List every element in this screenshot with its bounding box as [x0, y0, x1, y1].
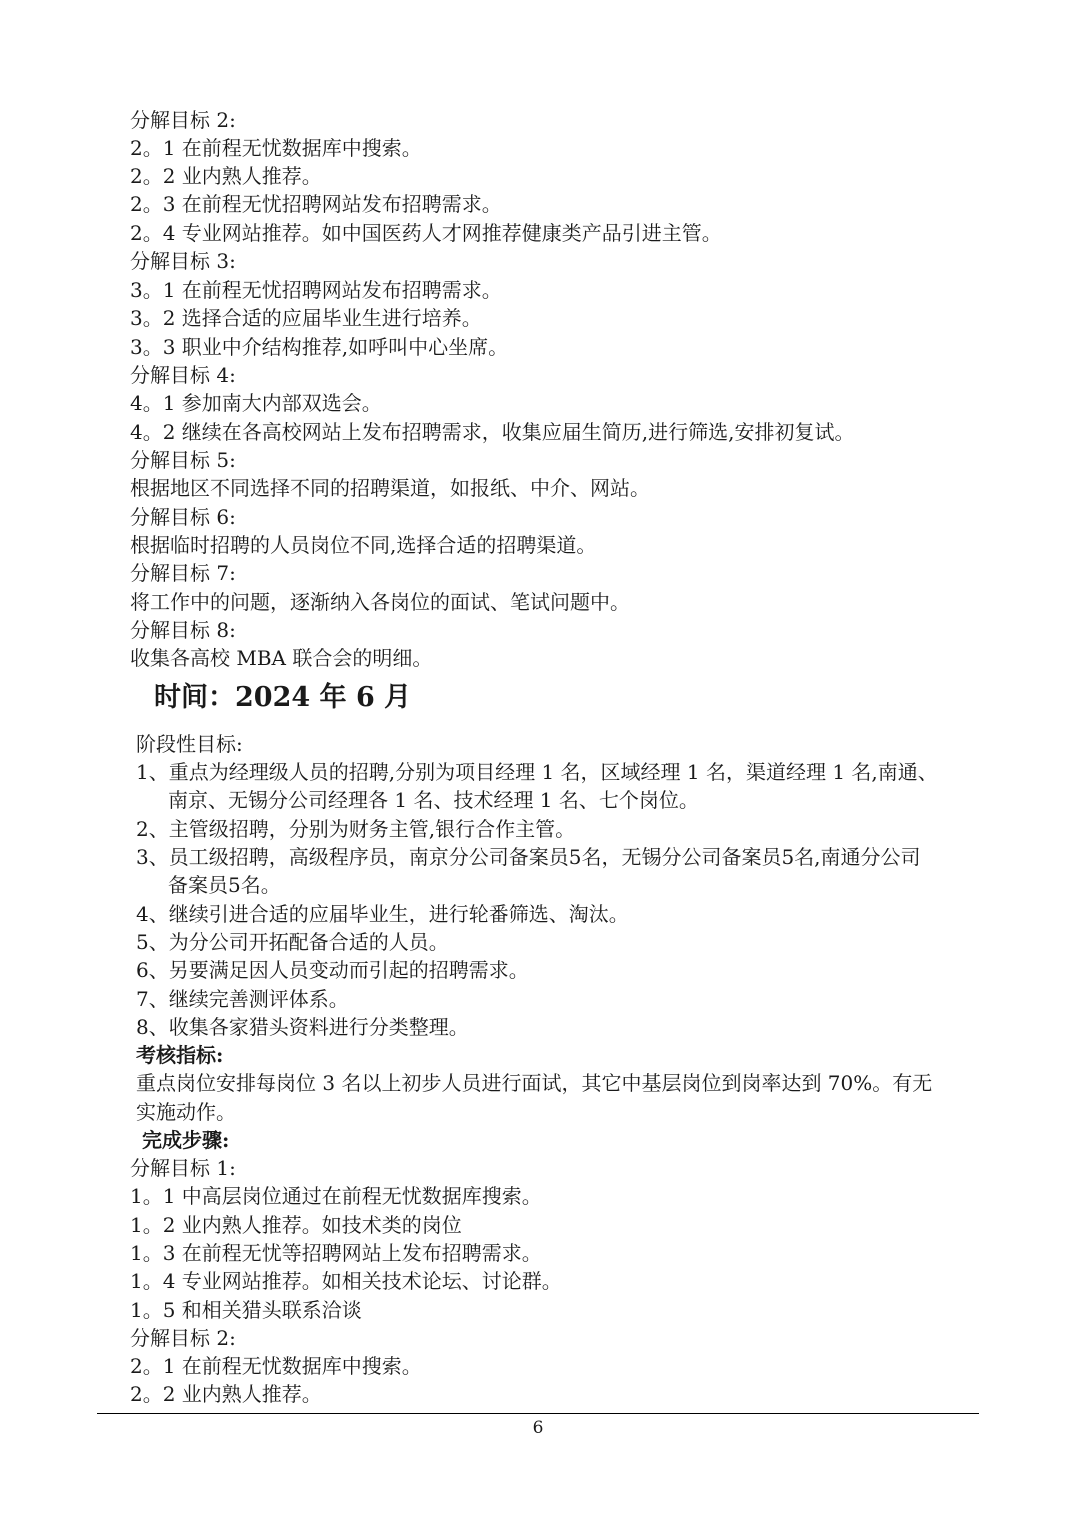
- section-label-assessment: 考核指标:: [136, 1043, 224, 1067]
- list-item: 1、重点为经理级人员的招聘,分别为项目经理 1 名，区域经理 1 名，渠道经理 1 名,南通、: [136, 760, 938, 784]
- subgoal-heading: 分解目标 2:: [130, 108, 236, 132]
- text-line: 1。5 和相关猎头联系洽谈: [130, 1298, 362, 1322]
- text-line: 2。2 业内熟人推荐。: [130, 1382, 322, 1406]
- subgoal-heading: 分解目标 6:: [130, 505, 236, 529]
- text-line: 1。4 专业网站推荐。如相关技术论坛、讨论群。: [130, 1269, 562, 1293]
- list-item: 4、继续引进合适的应届毕业生，进行轮番筛选、淘汰。: [136, 902, 629, 926]
- text-line: 2。4 专业网站推荐。如中国医药人才网推荐健康类产品引进主管。: [130, 221, 722, 245]
- list-item: 7、继续完善测评体系。: [136, 987, 349, 1011]
- text-line: 重点岗位安排每岗位 3 名以上初步人员进行面试，其它中基层岗位到岗率达到 70%。有无: [136, 1071, 933, 1095]
- footer-divider: [97, 1413, 979, 1414]
- time-heading: 时间：2024 年 6 月: [154, 682, 412, 713]
- text-line: 2。3 在前程无忧招聘网站发布招聘需求。: [130, 192, 502, 216]
- list-item: 8、收集各家猎头资料进行分类整理。: [136, 1015, 469, 1039]
- section-label: 阶段性目标:: [136, 732, 243, 756]
- text-line: 1。1 中高层岗位通过在前程无忧数据库搜索。: [130, 1184, 542, 1208]
- section-label-steps: 完成步骤:: [142, 1128, 230, 1152]
- subgoal-heading: 分解目标 5:: [130, 448, 236, 472]
- subgoal-heading: 分解目标 1:: [130, 1156, 236, 1180]
- text-line: 1。2 业内熟人推荐。如技术类的岗位: [130, 1213, 462, 1237]
- list-item: 2、主管级招聘，分别为财务主管,银行合作主管。: [136, 817, 576, 841]
- text-line: 将工作中的问题，逐渐纳入各岗位的面试、笔试问题中。: [130, 590, 630, 614]
- text-line: 收集各高校 MBA 联合会的明细。: [130, 646, 433, 670]
- list-item: 5、为分公司开拓配备合适的人员。: [136, 930, 449, 954]
- subgoal-heading: 分解目标 7:: [130, 561, 236, 585]
- text-line: 3。1 在前程无忧招聘网站发布招聘需求。: [130, 278, 502, 302]
- text-line: 根据地区不同选择不同的招聘渠道，如报纸、中介、网站。: [130, 476, 650, 500]
- text-line: 根据临时招聘的人员岗位不同,选择合适的招聘渠道。: [130, 533, 597, 557]
- subgoal-heading: 分解目标 8:: [130, 618, 236, 642]
- text-line: 2。2 业内熟人推荐。: [130, 164, 322, 188]
- list-item: 3、员工级招聘，高级程序员，南京分公司备案员5名，无锡分公司备案员5名,南通分公司: [136, 845, 921, 869]
- subgoal-heading: 分解目标 4:: [130, 363, 236, 387]
- text-line: 3。3 职业中介结构推荐,如呼叫中心坐席。: [130, 335, 509, 359]
- text-line: 2。1 在前程无忧数据库中搜索。: [130, 1354, 422, 1378]
- text-line: 2。1 在前程无忧数据库中搜索。: [130, 136, 422, 160]
- subgoal-heading: 分解目标 2:: [130, 1326, 236, 1350]
- text-line: 4。2 继续在各高校网站上发布招聘需求，收集应届生简历,进行筛选,安排初复试。: [130, 420, 855, 444]
- list-item: 6、另要满足因人员变动而引起的招聘需求。: [136, 958, 529, 982]
- subgoal-heading: 分解目标 3:: [130, 249, 236, 273]
- list-item-continuation: 南京、无锡分公司经理各 1 名、技术经理 1 名、七个岗位。: [168, 788, 699, 812]
- text-line: 实施动作。: [136, 1100, 236, 1124]
- text-line: 3。2 选择合适的应届毕业生进行培养。: [130, 306, 482, 330]
- page-number: 6: [532, 1418, 544, 1438]
- text-line: 4。1 参加南大内部双选会。: [130, 391, 382, 415]
- text-line: 1。3 在前程无忧等招聘网站上发布招聘需求。: [130, 1241, 542, 1265]
- list-item-continuation: 备案员5名。: [168, 873, 281, 897]
